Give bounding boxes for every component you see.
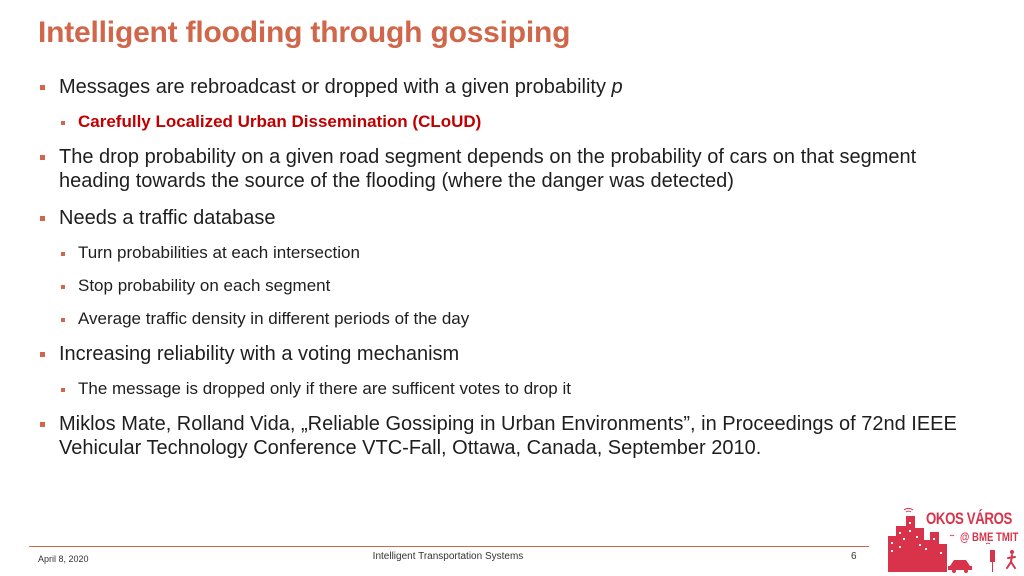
bullet-1-sub-1 bbox=[38, 112, 988, 132]
sub-bullet-marker bbox=[61, 388, 65, 392]
bullet-marker bbox=[40, 216, 45, 221]
sub-bullet-marker bbox=[61, 318, 65, 322]
bullet-1 bbox=[38, 75, 988, 99]
bullet-1-text: Messages are rebroadcast or dropped with a given probability bbox=[59, 76, 612, 98]
bullet-4-text: Increasing reliability with a voting mechanism bbox=[59, 343, 460, 365]
bullet-5-text: Miklos Mate, Rolland Vida, „Reliable Gossiping in Urban Environments”, in Proceedings of 72nd IEEE Vehicular Technology Conference VTC-Fall, Ottawa, Canada, September 2010. bbox=[59, 413, 957, 459]
slide-title: Intelligent flooding through gossiping bbox=[38, 16, 571, 49]
bullet-2-text: The drop probability on a given road segment depends on the probability of cars on that segment heading towards the source of the flooding (where the danger was detected) bbox=[59, 146, 917, 192]
bullet-1-sub-1-text: Carefully Localized Urban Dissemination (CLoUD) bbox=[78, 112, 482, 131]
bullet-3-sub-2 bbox=[38, 276, 988, 296]
sub-bullet-marker bbox=[61, 285, 65, 289]
bullet-4-sub-1 bbox=[38, 379, 988, 399]
footer-divider bbox=[29, 546, 869, 547]
bullet-marker bbox=[40, 85, 45, 90]
okos-varos-logo bbox=[886, 506, 1022, 574]
footer-course-title: Intelligent Transportation Systems bbox=[372, 551, 524, 562]
logo-title: OKOS VÁROS bbox=[926, 509, 1012, 528]
logo-subtitle: @ BME TMIT bbox=[960, 530, 1019, 544]
bullet-4 bbox=[38, 342, 988, 366]
bullet-1-variable: p bbox=[611, 76, 623, 98]
bullet-3-sub-1 bbox=[38, 243, 988, 263]
bullet-2 bbox=[38, 145, 988, 193]
sub-bullet-marker bbox=[61, 121, 65, 125]
bullet-marker bbox=[40, 422, 45, 427]
page-number: 6 bbox=[851, 551, 857, 562]
slide-content bbox=[38, 75, 988, 460]
bullet-4-sub-1-text: The message is dropped only if there are sufficent votes to drop it bbox=[78, 379, 571, 398]
bullet-3-sub-3-text: Average traffic density in different periods of the day bbox=[78, 309, 470, 328]
bullet-3-text: Needs a traffic database bbox=[59, 207, 276, 229]
bullet-5 bbox=[38, 412, 988, 460]
bullet-marker bbox=[40, 155, 45, 160]
bullet-3 bbox=[38, 206, 988, 230]
footer-date: April 8, 2020 bbox=[38, 554, 89, 564]
bullet-marker bbox=[40, 352, 45, 357]
bullet-3-sub-1-text: Turn probabilities at each intersection bbox=[78, 243, 360, 262]
bullet-3-sub-3 bbox=[38, 309, 988, 329]
sub-bullet-marker bbox=[61, 252, 65, 256]
bullet-3-sub-2-text: Stop probability on each segment bbox=[78, 276, 331, 295]
